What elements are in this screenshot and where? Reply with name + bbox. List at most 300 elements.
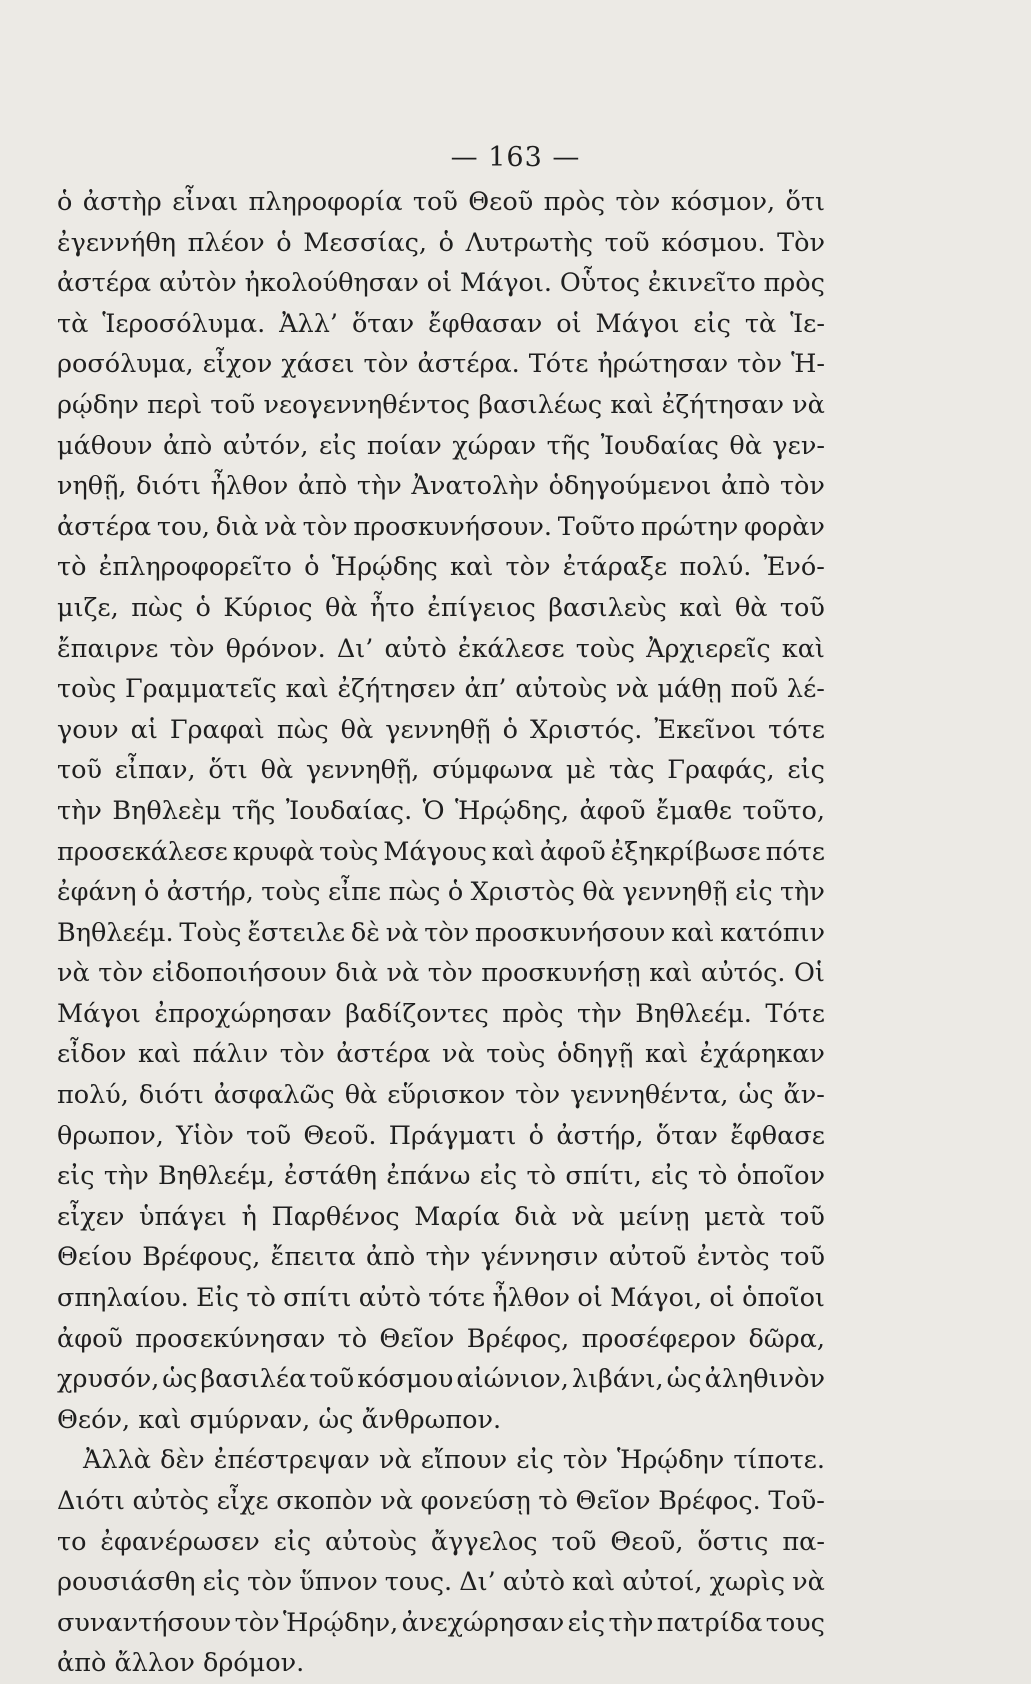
text-word: διὰ	[335, 958, 378, 989]
text-word: ἀπὸ	[162, 430, 213, 461]
text-word: ὕπνον	[299, 1567, 378, 1598]
text-word: Μάγοι.	[459, 268, 553, 299]
text-word: εἰδοποιήσουν	[151, 958, 327, 989]
text-word: ἄν-	[783, 1080, 825, 1111]
text-word: τοῦ	[309, 1364, 355, 1395]
text-word: νηθῇ,	[57, 471, 127, 502]
text-word: θὰ	[729, 430, 762, 461]
text-line	[57, 1603, 825, 1644]
text-word: αὐτὸν	[159, 268, 237, 299]
text-word: αὐτοί,	[622, 1567, 703, 1598]
text-word: προσεκάλεσε	[57, 836, 228, 867]
text-word: τὸν	[515, 1080, 561, 1111]
text-word: τοῦ	[210, 389, 256, 420]
text-word: αὐτός.	[700, 958, 786, 989]
text-word: Οὗτος	[559, 268, 641, 299]
text-word: καὶ	[450, 552, 494, 583]
text-word: Διότι	[57, 1486, 125, 1516]
text-word: ἔστειλε	[247, 917, 346, 948]
text-word: καὶ	[679, 592, 723, 623]
text-word: ἀστὴρ	[82, 187, 162, 217]
text-word: τους.	[384, 1567, 453, 1598]
text-word: ροσόλυμα,	[57, 349, 194, 380]
text-word: εἶχε	[216, 1486, 269, 1516]
text-word: διότι	[136, 471, 201, 502]
text-word: Τότε	[528, 349, 589, 380]
text-word: τὸν	[169, 633, 215, 664]
text-word: τοῦτο,	[742, 795, 825, 826]
text-word: νὰ	[385, 917, 419, 948]
text-word: προσκυνήσουν	[474, 917, 666, 948]
text-word: ἀστήρ,	[166, 877, 254, 908]
text-word: Θείου	[57, 1242, 132, 1273]
text-word: φονεύσῃ	[420, 1486, 531, 1516]
text-line	[57, 1440, 825, 1481]
text-word: ἔφθασαν	[428, 308, 543, 339]
text-word: οἱ	[709, 1283, 735, 1314]
text-word: τὸν	[234, 1607, 280, 1638]
text-word: ἀνεχώρησαν	[401, 1607, 565, 1638]
text-word: Τοὺς	[179, 917, 242, 948]
text-word: τοῦ	[246, 1120, 292, 1151]
text-line	[57, 1197, 825, 1238]
text-word: πατρίδα	[656, 1607, 763, 1638]
text-word: δρόμον.	[202, 1648, 305, 1679]
text-word: ὁ	[502, 714, 518, 745]
text-word: τους	[765, 1607, 825, 1638]
text-word: εἰς	[516, 1445, 554, 1476]
text-word: ἔπειτα	[270, 1242, 356, 1273]
text-word: ἀστέρα	[336, 1039, 431, 1070]
text-line	[57, 1643, 825, 1684]
text-word: σύμφωνα	[432, 755, 554, 786]
text-word: καὶ	[572, 1567, 616, 1598]
text-line	[57, 953, 825, 994]
text-word: εἰς	[318, 430, 357, 461]
text-line	[57, 1522, 825, 1563]
text-word: μείνῃ	[618, 1201, 690, 1232]
text-line	[57, 507, 825, 548]
text-word: Βρέφος,	[466, 1323, 570, 1354]
text-word: τὸ	[697, 1161, 728, 1192]
text-word: Θεῖον	[379, 1323, 455, 1354]
text-word: ἐτάραξε	[562, 552, 668, 583]
text-line	[57, 1034, 825, 1075]
text-word: προσκυνήσῃ	[481, 958, 641, 989]
text-word: εἶδον	[57, 1039, 127, 1070]
text-word: ἔμαθε	[655, 795, 732, 826]
text-word: Ἐκεῖνοι	[654, 714, 757, 745]
text-word: αἱ	[130, 714, 158, 745]
text-word: αὐτόν,	[222, 430, 309, 461]
text-word: καὶ	[649, 958, 693, 989]
text-word: Γραμματεῖς	[124, 674, 277, 705]
text-word: ἐπληροφορεῖτο	[98, 552, 292, 583]
text-word: ὁ	[304, 552, 320, 583]
text-line	[57, 1481, 825, 1522]
text-line	[57, 182, 825, 223]
text-line	[57, 913, 825, 954]
text-word: τότε	[428, 1283, 486, 1314]
text-word: πολύ.	[679, 552, 752, 583]
text-word: Ἀλλ’	[279, 308, 338, 339]
text-word: τοῦ	[412, 187, 458, 217]
text-word: νὰ	[57, 958, 90, 989]
text-word: ὁ	[57, 187, 73, 217]
text-word: Πράγματι	[388, 1120, 517, 1151]
text-word: οἱ	[577, 1283, 603, 1314]
text-word: τοὺς	[261, 877, 321, 908]
text-word: Βηθλεέμ.	[635, 998, 752, 1029]
text-word: ὁ	[195, 592, 211, 623]
text-word: Βηθλεὲμ	[112, 795, 222, 826]
text-word: τὰ	[57, 308, 89, 339]
text-word: τὸν	[98, 958, 144, 989]
text-word: Μάγους	[383, 836, 487, 867]
text-word: τὴν	[576, 998, 622, 1029]
text-word: τὸ	[337, 1323, 368, 1354]
text-word: κόσμου.	[661, 227, 766, 258]
text-word: Χριστός.	[529, 714, 643, 745]
text-line	[57, 588, 825, 629]
text-word: Θεόν,	[57, 1404, 131, 1435]
text-word: ἀπὸ	[57, 1648, 107, 1679]
text-word: Γραφαὶ	[169, 714, 265, 745]
text-word: τὴν	[356, 471, 402, 502]
text-line	[57, 750, 825, 791]
text-word: Εἰς	[196, 1283, 240, 1314]
text-word: Παρθένος	[271, 1201, 400, 1232]
text-word: ἠκολούθησαν	[244, 268, 419, 299]
text-word: νὰ	[380, 1486, 413, 1516]
text-word: πληροφορία	[248, 187, 403, 217]
text-word: ἐζήτησαν	[661, 389, 784, 420]
text-word: τὸν	[279, 1039, 325, 1070]
text-word: Ἀνατολὴν	[411, 471, 539, 502]
text-word: τὸ	[526, 1161, 556, 1192]
text-word: συναντήσουν	[57, 1607, 232, 1638]
text-word: γεννηθῇ	[622, 877, 728, 908]
text-word: αὐτοῦ	[608, 1242, 687, 1273]
text-word: βασιλεὺς	[548, 592, 667, 623]
text-word: προσκυνήσουν.	[353, 511, 552, 542]
text-line	[57, 547, 825, 588]
text-word: εἰς	[273, 1526, 312, 1557]
text-word: διὰ	[514, 1201, 557, 1232]
text-word: ὡς	[162, 1364, 198, 1395]
text-word: θὰ	[344, 1080, 378, 1111]
text-line	[57, 344, 825, 385]
text-word: θρόνον.	[225, 633, 326, 664]
text-word: ἀληθινὸν	[704, 1364, 825, 1395]
text-word: Μάγοι	[57, 998, 141, 1029]
text-word: Θεοῦ	[468, 187, 534, 217]
text-word: γέννησιν	[480, 1242, 599, 1273]
text-word: ἐπίγειος	[427, 592, 536, 623]
text-word: νεογεννηθέντος	[263, 389, 471, 420]
text-word: νὰ	[378, 1445, 412, 1476]
text-word: ἀσφαλῶς	[213, 1080, 335, 1111]
text-word: μιζε,	[57, 592, 119, 623]
text-word: εἶναι	[172, 187, 239, 217]
text-word: αὐτὸς	[132, 1486, 210, 1516]
text-word: ἐστάθη	[284, 1161, 378, 1192]
text-word: βαδίζοντες	[345, 998, 489, 1029]
text-word: ἔφθασε	[730, 1120, 825, 1151]
text-word: Θεοῦ.	[303, 1120, 377, 1151]
text-word: ἐζήτησεν	[337, 674, 456, 705]
text-word: ἀστέρα.	[417, 349, 520, 380]
text-word: Βρέφος.	[658, 1486, 761, 1516]
text-word: Θεοῦ,	[610, 1526, 684, 1557]
text-word: ἐφανέρωσεν	[100, 1526, 260, 1557]
text-word: ἀφοῦ	[57, 1323, 123, 1354]
text-word: Τὸν	[777, 227, 825, 258]
text-word: χάσει	[281, 349, 355, 380]
text-word: ὁποῖον	[736, 1161, 825, 1192]
text-word: δῶρα,	[748, 1323, 825, 1354]
text-word: ἦτο	[370, 592, 415, 623]
text-word: δὲ	[350, 917, 380, 948]
text-word: πρὸς	[502, 998, 564, 1029]
text-word: Βρέφους,	[142, 1242, 261, 1273]
text-word: ὅτι	[208, 755, 248, 786]
text-word: Γραφάς,	[667, 755, 775, 786]
text-line	[57, 1237, 825, 1278]
text-word: ὁ	[276, 227, 292, 258]
text-word: χρυσόν,	[57, 1364, 160, 1395]
text-word: τὴν	[57, 795, 102, 826]
text-word: τὴν	[103, 1161, 149, 1192]
text-word: νὰ	[441, 1039, 475, 1070]
text-word: τὸν	[247, 1567, 293, 1598]
text-word: νὰ	[571, 1201, 605, 1232]
text-word: ἀπ’	[464, 674, 507, 705]
text-word: Δι’	[336, 633, 374, 664]
text-word: καὶ	[491, 836, 535, 867]
text-word: γεννηθῇ	[385, 714, 491, 745]
text-word: του,	[156, 511, 210, 542]
text-word: ἦλθον	[492, 1283, 571, 1314]
text-line	[57, 1278, 825, 1319]
text-word: θὰ	[582, 877, 615, 908]
text-word: προσεκύνησαν	[135, 1323, 326, 1354]
text-line	[57, 1400, 825, 1441]
text-word: ἐγεννήθη	[57, 227, 177, 258]
text-word: τὰς	[608, 755, 655, 786]
text-word: ὡς	[738, 1080, 774, 1111]
text-word: ἄλλον	[114, 1648, 195, 1679]
text-word: τὸν	[427, 958, 473, 989]
text-line	[57, 872, 825, 913]
text-word: ὁ	[447, 877, 464, 908]
text-word: πρὸς	[763, 268, 825, 299]
text-word: τοῦ	[551, 1526, 597, 1557]
text-word: μάθῃ	[657, 674, 722, 705]
text-word: τὴν	[780, 877, 825, 908]
text-word: διότι	[138, 1080, 204, 1111]
text-word: πότε	[765, 836, 825, 867]
text-word: εἴπουν	[420, 1445, 508, 1476]
text-word: τοὺς	[486, 1039, 546, 1070]
text-word: αὐτοὺς	[515, 674, 608, 705]
text-word: πάλιν	[192, 1039, 269, 1070]
text-word: Λυτρωτὴς	[465, 227, 594, 258]
text-word: ὅταν	[351, 308, 415, 339]
text-word: ἠρώτησαν	[597, 349, 729, 380]
text-line	[57, 263, 825, 304]
text-word: τὸν	[562, 1445, 608, 1476]
text-word: εἶχεν	[57, 1201, 125, 1232]
text-word: σκοπὸν	[276, 1486, 373, 1516]
text-word: Ἀρχιερεῖς	[646, 633, 771, 664]
text-word: ἀφοῦ	[579, 795, 646, 826]
text-word: τοὺς	[575, 633, 635, 664]
text-word: κατόπιν	[720, 917, 825, 948]
text-word: Ἡ-	[791, 349, 825, 380]
text-word: θὰ	[324, 592, 358, 623]
text-word: ὁ	[438, 227, 454, 258]
text-word: εἰς	[787, 755, 825, 786]
text-word: μετὰ	[704, 1201, 766, 1232]
text-word: Ὁ	[422, 795, 445, 826]
text-word: λέ-	[786, 674, 825, 705]
text-word: τὸ	[246, 1283, 276, 1314]
text-word: περὶ	[147, 389, 203, 420]
text-word: νὰ	[792, 1567, 825, 1598]
text-word: Βηθλεέμ.	[57, 917, 174, 948]
text-word: Οἱ	[794, 958, 825, 989]
text-line	[57, 466, 825, 507]
text-word: ὅτι	[785, 187, 825, 217]
text-word: τὴν	[425, 1242, 471, 1273]
text-word: Τοῦτο	[557, 511, 636, 542]
text-word: τὸ	[57, 552, 87, 583]
text-word: σπίτι,	[565, 1161, 642, 1192]
text-word: ἀστέρα	[57, 511, 152, 542]
text-line	[57, 1562, 825, 1603]
text-word: θὰ	[340, 714, 374, 745]
text-word: καὶ	[137, 1039, 182, 1070]
text-word: νὰ	[264, 511, 297, 542]
text-line	[57, 223, 825, 264]
text-word: κρυφὰ	[232, 836, 315, 867]
text-word: Θεῖον	[575, 1486, 651, 1516]
text-word: χώραν	[452, 430, 537, 461]
text-word: ἔπαιρνε	[57, 633, 159, 664]
text-word: τίποτε.	[733, 1445, 825, 1476]
text-word: Κύριος	[223, 592, 313, 623]
text-word: ἀστήρ,	[556, 1120, 644, 1151]
text-word: εἶπε	[327, 877, 382, 908]
text-line	[57, 1075, 825, 1116]
text-word: ἐκινεῖτο	[647, 268, 756, 299]
text-word: πολύ,	[57, 1080, 129, 1111]
text-word: Δι’	[459, 1567, 496, 1598]
text-word: τὴν	[608, 1607, 654, 1638]
text-word: ὁ	[528, 1120, 545, 1151]
text-word: εἶχον	[202, 349, 273, 380]
text-line	[57, 710, 825, 751]
text-line	[57, 1319, 825, 1360]
text-word: ἄγγελος	[430, 1526, 538, 1557]
text-word: βασιλέα	[200, 1364, 307, 1395]
text-word: ὁ	[143, 877, 160, 908]
text-word: Ἱεροσόλυμα.	[102, 308, 266, 339]
text-word: ποίαν	[366, 430, 442, 461]
text-line	[57, 669, 825, 710]
text-word: καὶ	[285, 674, 329, 705]
text-word: τὸ	[538, 1486, 568, 1516]
text-word: αὐτοὺς	[325, 1526, 417, 1557]
page-number: — 163 —	[450, 142, 581, 173]
text-word: Μάγοι,	[610, 1283, 703, 1314]
text-word: σπίτι	[283, 1283, 352, 1314]
text-word: ἀστέρα	[57, 268, 152, 299]
text-word: τὸν	[302, 511, 348, 542]
text-word: εἰς	[651, 1161, 689, 1192]
text-word: Ἡρῴδης	[331, 552, 438, 583]
text-word: χωρὶς	[709, 1567, 786, 1598]
text-word: αἰώνιον,	[456, 1364, 569, 1395]
text-word: ἡ	[241, 1201, 257, 1232]
text-word: θὰ	[734, 592, 768, 623]
text-line	[57, 1359, 825, 1400]
text-word: τοῦ	[780, 1242, 825, 1273]
text-word: Χριστὸς	[470, 877, 575, 908]
text-word: ὁδηγούμενοι	[548, 471, 712, 502]
text-word: θὰ	[260, 755, 294, 786]
text-word: εὕρισκον	[387, 1080, 506, 1111]
text-word: νὰ	[792, 389, 825, 420]
text-word: δὲν	[160, 1445, 205, 1476]
text-word: προσέφερον	[581, 1323, 737, 1354]
text-word: ἀφοῦ	[539, 836, 606, 867]
text-word: Ἐνό-	[763, 552, 825, 583]
text-word: ὅταν	[655, 1120, 718, 1151]
text-word: τοῦ	[779, 1201, 825, 1232]
text-word: ὅστις	[697, 1526, 769, 1557]
text-word: αὐτὸ	[384, 633, 447, 664]
text-word: τοῦ	[779, 592, 825, 623]
text-word: τῆς	[546, 430, 591, 461]
text-word: γεν-	[772, 430, 825, 461]
text-word: μὲ	[565, 755, 597, 786]
text-word: Ἱε-	[790, 308, 825, 339]
text-word: εἰς	[57, 1161, 95, 1192]
text-word: ἀπὸ	[720, 471, 771, 502]
text-word: ἦλθον	[210, 471, 289, 502]
text-word: ἐφάνη	[57, 877, 137, 908]
text-word: ποῦ	[730, 674, 779, 705]
text-word: ἐκάλεσε	[457, 633, 565, 664]
text-word: Τότε	[765, 998, 825, 1029]
text-word: πλέον	[187, 227, 265, 258]
text-word: εἰς	[567, 1607, 606, 1638]
text-word: τοῦ	[57, 755, 102, 786]
text-word: διὰ	[215, 511, 259, 542]
text-line	[57, 304, 825, 345]
text-word: αὐτὸ	[502, 1567, 565, 1598]
text-word: γεννηθῇ,	[305, 755, 420, 786]
text-word: καὶ	[138, 1404, 182, 1435]
text-word: σμύρναν,	[189, 1404, 311, 1435]
text-word: τὸν	[363, 349, 409, 380]
text-word: κόσμον,	[670, 187, 776, 217]
text-word: καὶ	[610, 389, 654, 420]
text-word: τοὺς	[319, 836, 379, 867]
text-word: καὶ	[671, 917, 715, 948]
